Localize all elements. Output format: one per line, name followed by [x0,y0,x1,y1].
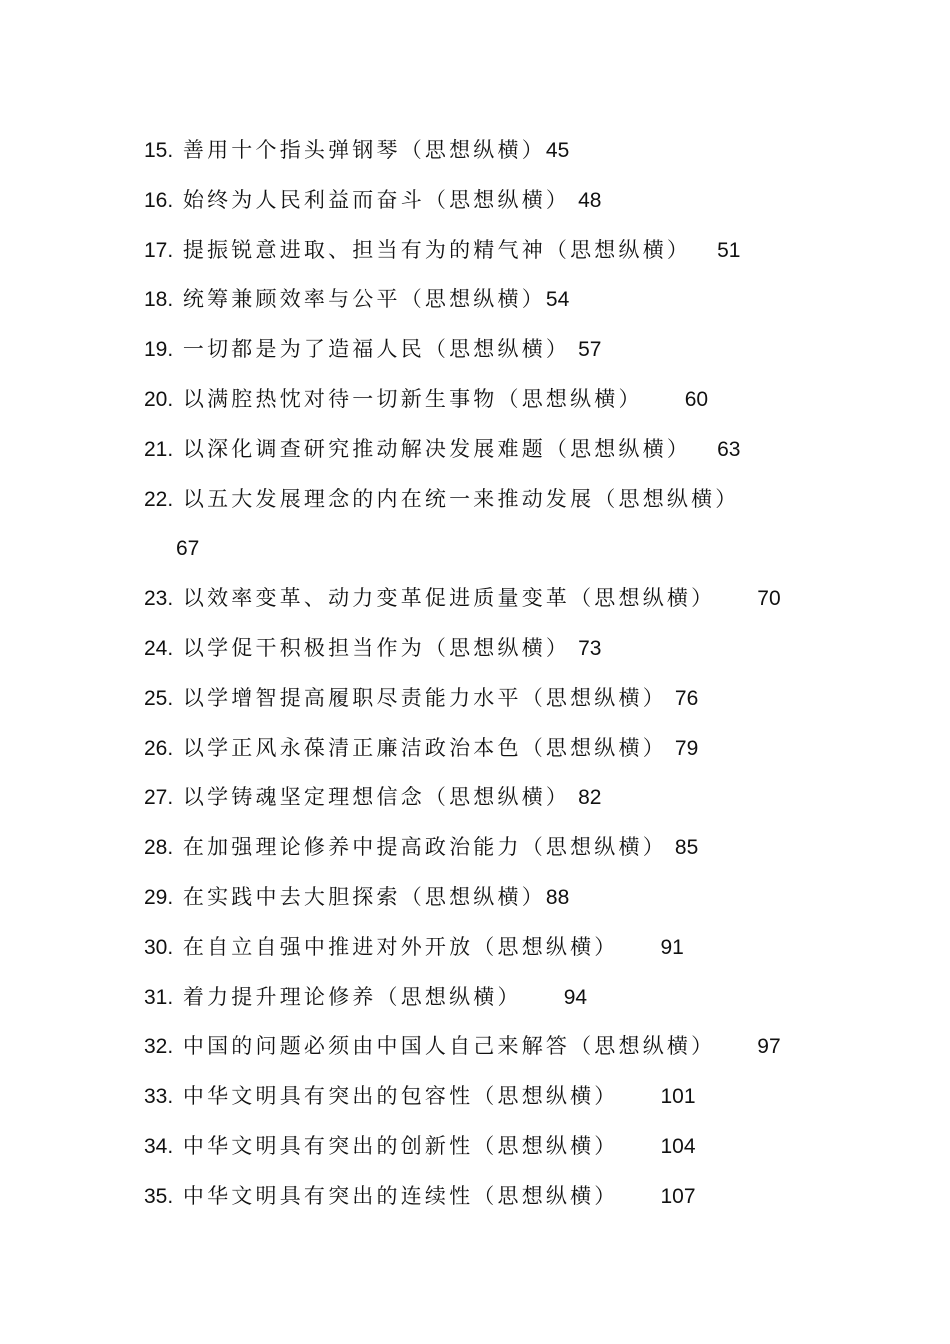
entry-page: 51 [717,238,741,262]
entry-title: 中华文明具有突出的包容性（思想纵横） [182,1084,619,1109]
entry-number: 34. [144,1134,174,1158]
entry-title: 中华文明具有突出的连续性（思想纵横） [182,1183,619,1208]
entry-page: 63 [717,437,741,461]
toc-entry-17[interactable] [144,226,844,276]
entry-number: 30. [144,935,174,959]
entry-title: 以学铸魂坚定理想信念（思想纵横） [182,785,571,810]
entry-page: 60 [684,387,709,411]
entry-page: 94 [563,985,588,1009]
entry-number: 33. [144,1085,174,1109]
toc-entry-31[interactable] [144,973,844,1023]
entry-title: 以五大发展理念的内在统一来推动发展（思想纵横） [182,486,740,511]
entry-title: 以学促干积极担当作为（思想纵横） [182,635,571,660]
entry-number: 22. [144,487,174,511]
entry-page: 76 [674,686,699,710]
entry-page: 73 [578,636,602,660]
entry-number: 23. [144,587,174,611]
toc-entry-32[interactable] [144,1022,844,1072]
entry-page: 85 [674,836,699,860]
entry-page: 79 [674,736,699,760]
entry-page: 104 [660,1134,696,1158]
entry-number: 29. [144,885,174,909]
entry-title: 以效率变革、动力变革促进质量变革（思想纵横） [182,586,716,611]
entry-title: 以满腔热忱对待一切新生事物（思想纵横） [182,386,643,411]
entry-page: 101 [660,1085,696,1109]
entry-title: 一切都是为了造福人民（思想纵横） [182,337,571,362]
entry-number: 26. [144,736,174,760]
entry-number: 28. [144,836,174,860]
table-of-contents [144,126,844,1222]
entry-number: 15. [144,139,174,162]
toc-entry-23[interactable] [144,574,844,624]
entry-title: 在加强理论修养中提高政治能力（思想纵横） [182,835,667,860]
entry-number: 19. [144,338,174,362]
entry-title: 在实践中去大胆探索（思想纵横） [182,884,546,909]
entry-number: 27. [144,786,174,810]
toc-entry-16[interactable] [144,176,844,226]
entry-page: 82 [578,786,602,810]
toc-entry-26[interactable] [144,724,844,774]
entry-number: 18. [144,288,174,312]
entry-title: 以学增智提高履职尽责能力水平（思想纵横） [182,685,667,710]
toc-entry-21[interactable] [144,425,844,475]
entry-page: 70 [757,587,781,611]
entry-page: 45 [545,139,570,162]
entry-title: 着力提升理论修养（思想纵横） [182,984,522,1009]
entry-title: 中华文明具有突出的创新性（思想纵横） [182,1133,619,1158]
entry-number: 35. [144,1184,174,1208]
entry-title: 以学正风永葆清正廉洁政治本色（思想纵横） [182,735,667,760]
entry-page: 88 [545,885,570,909]
toc-entry-15[interactable] [144,126,844,176]
entry-title: 善用十个指头弹钢琴（思想纵横） [182,138,546,162]
entry-title: 提振锐意进取、担当有为的精气神（思想纵横） [182,237,692,262]
toc-entry-18[interactable] [144,275,844,325]
entry-title: 以深化调查研究推动解决发展难题（思想纵横） [182,436,692,461]
toc-entry-33[interactable] [144,1072,844,1122]
entry-page: 67 [176,537,200,561]
toc-entry-19[interactable] [144,325,844,375]
entry-number: 24. [144,636,174,660]
entry-number: 32. [144,1035,174,1059]
entry-number: 21. [144,437,174,461]
toc-entry-34[interactable] [144,1122,844,1172]
entry-number: 16. [144,188,174,212]
entry-number: 20. [144,387,174,411]
entry-title: 始终为人民利益而奋斗（思想纵横） [182,187,571,212]
entry-page: 57 [578,338,602,362]
entry-page: 48 [578,188,602,212]
entry-page: 97 [757,1035,781,1059]
toc-entry-28[interactable] [144,823,844,873]
entry-page: 54 [545,288,570,312]
toc-entry-30[interactable] [144,923,844,973]
entry-number: 25. [144,686,174,710]
toc-entry-35[interactable] [144,1172,844,1222]
entry-title: 中国的问题必须由中国人自己来解答（思想纵横） [182,1034,716,1059]
entry-page: 91 [660,935,684,959]
toc-entry-22[interactable] [144,475,844,525]
toc-entry-25[interactable] [144,674,844,724]
toc-entry-22-page-line [144,524,844,574]
entry-title: 在自立自强中推进对外开放（思想纵横） [182,934,619,959]
entry-page: 107 [660,1184,696,1208]
entry-number: 17. [144,238,174,262]
toc-entry-29[interactable] [144,873,844,923]
entry-title: 统筹兼顾效率与公平（思想纵横） [182,287,546,312]
toc-entry-20[interactable] [144,375,844,425]
entry-number: 31. [144,985,174,1009]
toc-entry-27[interactable] [144,773,844,823]
toc-entry-24[interactable] [144,624,844,674]
